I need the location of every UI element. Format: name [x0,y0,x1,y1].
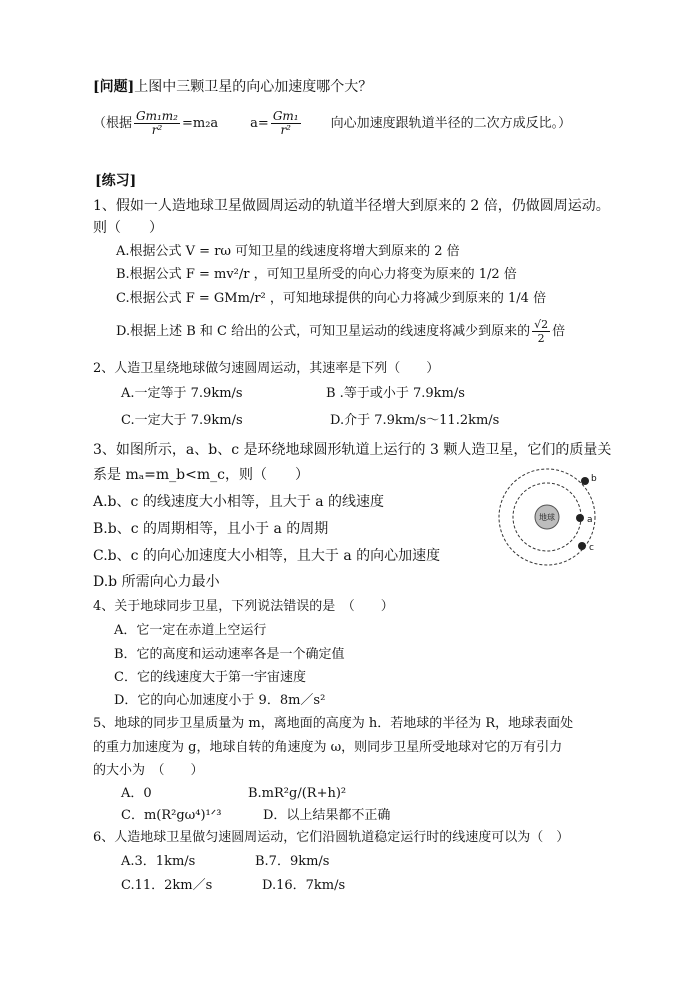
q2-option-b: B .等于或小于 7.9km/s [326,386,465,401]
q4-option-a: A．它一定在赤道上空运行 [114,623,267,638]
accel-fraction [271,110,301,137]
satellite-a-label: a [587,515,593,525]
q1-stem-line1: 1、假如一人造地球卫星做圆周运动的轨道半径增大到原来的 2 倍，仍做圆周运动。 [93,198,610,214]
intro-formula [93,106,571,142]
q4-option-b: B．它的高度和运动速率各是一个确定值 [114,647,345,662]
sqrt2-fraction [532,318,550,345]
q1-option-d [116,314,565,350]
q1-option-c: C.根据公式 F = GMm/r² ，可知地球提供的向心力将减少到原来的 1/4 倍 [116,291,547,306]
sqrt2-denominator: 2 [537,332,545,345]
section-title: [练习] [95,173,137,189]
formula-conclusion: 向心加速度跟轨道半径的二次方成反比。） [330,116,572,131]
satellite-c-label: c [589,543,594,553]
q1-option-d-end: 倍 [552,324,566,339]
q2-option-a: A.一定等于 7.9km/s [121,386,243,401]
q4-option-d: D．它的向心加速度小于 9．8m／s² [114,693,326,708]
satellite-b-label: b [591,474,597,484]
q5-option-b: B.mR²g/(R+h)² [248,786,347,801]
q4-option-c: C．它的线速度大于第一宇宙速度 [114,670,306,685]
gravity-fraction [134,110,180,137]
q1-option-d-text: D.根据上述 B 和 C 给出的公式，可知卫星运动的线速度将减少到原来的 [116,324,531,339]
q5-stem-line2: 的重力加速度为 g，地球自转的角速度为 ω，则同步卫星所受地球对它的万有引力 [93,740,563,755]
q1-option-a: A.根据公式 V = rω 可知卫星的线速度将增大到原来的 2 倍 [116,244,460,259]
q5-option-c: C．m(R²gω⁴)¹ᐟ³ [121,808,222,823]
q5-option-a: A．0 [121,786,152,801]
q2-stem: 2、人造卫星绕地球做匀速圆周运动，其速率是下列（ ） [93,361,440,376]
q2-option-c: C.一定大于 7.9km/s [121,413,243,428]
sqrt2-numerator: √2 [534,318,549,331]
q5-stem-line1: 5、地球的同步卫星质量为 m，离地面的高度为 h．若地球的半径为 R，地球表面处 [93,716,574,731]
question-text: 上图中三颗卫星的向心加速度哪个大？ [134,79,373,95]
accel-numerator: Gm₁ [272,109,299,123]
satellite-c [578,542,586,550]
q5-stem-line3: 的大小为 （ ） [93,763,204,778]
q3-option-c: C.b、c 的向心加速度大小相等，且大于 a 的向心加速度 [93,548,441,564]
gravity-numerator: Gm₁m₂ [136,109,178,123]
q6-stem: 6、人造地球卫星做匀速圆周运动，它们沿圆轨道稳定运行时的线速度可以为（ ） [93,830,570,845]
satellite-a [576,514,584,522]
formula-open: （根据 [93,116,133,131]
q3-option-d: D.b 所需向心力最小 [93,574,220,590]
q4-stem: 4、关于地球同步卫星，下列说法错误的是 （ ） [93,599,394,614]
q3-option-a: A.b、c 的线速度大小相等，且大于 a 的线速度 [93,494,385,510]
accel-denominator: r² [280,123,291,137]
intro-question [93,78,372,96]
q6-option-d: D.16．7km/s [262,878,346,893]
q6-option-b: B.7．9km/s [255,854,330,869]
q3-stem-line2: 系是 mₐ=m_b<m_c，则（ ） [93,467,309,483]
gravity-denominator: r² [151,123,163,137]
q6-option-c: C.11．2km／s [121,878,213,893]
q6-option-a: A.3．1km/s [121,854,196,869]
q3-option-b: B.b、c 的周期相等，且小于 a 的周期 [93,521,329,537]
q1-stem-line2: 则（ ） [93,220,163,236]
q3-stem-line1: 3、如图所示，a、b、c 是环绕地球圆形轨道上运行的 3 颗人造卫星，它们的质量关 [93,442,612,458]
satellite-b [581,477,589,485]
formula-rhs: =m₂a [181,116,219,131]
q2-option-d: D.介于 7.9km/s～11.2km/s [330,413,500,428]
q1-option-b: B.根据公式 F = mv²/r ，可知卫星所受的向心力将变为原来的 1/2 倍 [116,267,517,282]
accel-label: a= [250,116,269,131]
q5-option-d: D．以上结果都不正确 [263,808,391,823]
earth-label: 地球 [539,513,555,522]
question-prefix: [问题] [93,79,135,95]
orbit-figure [492,466,612,568]
